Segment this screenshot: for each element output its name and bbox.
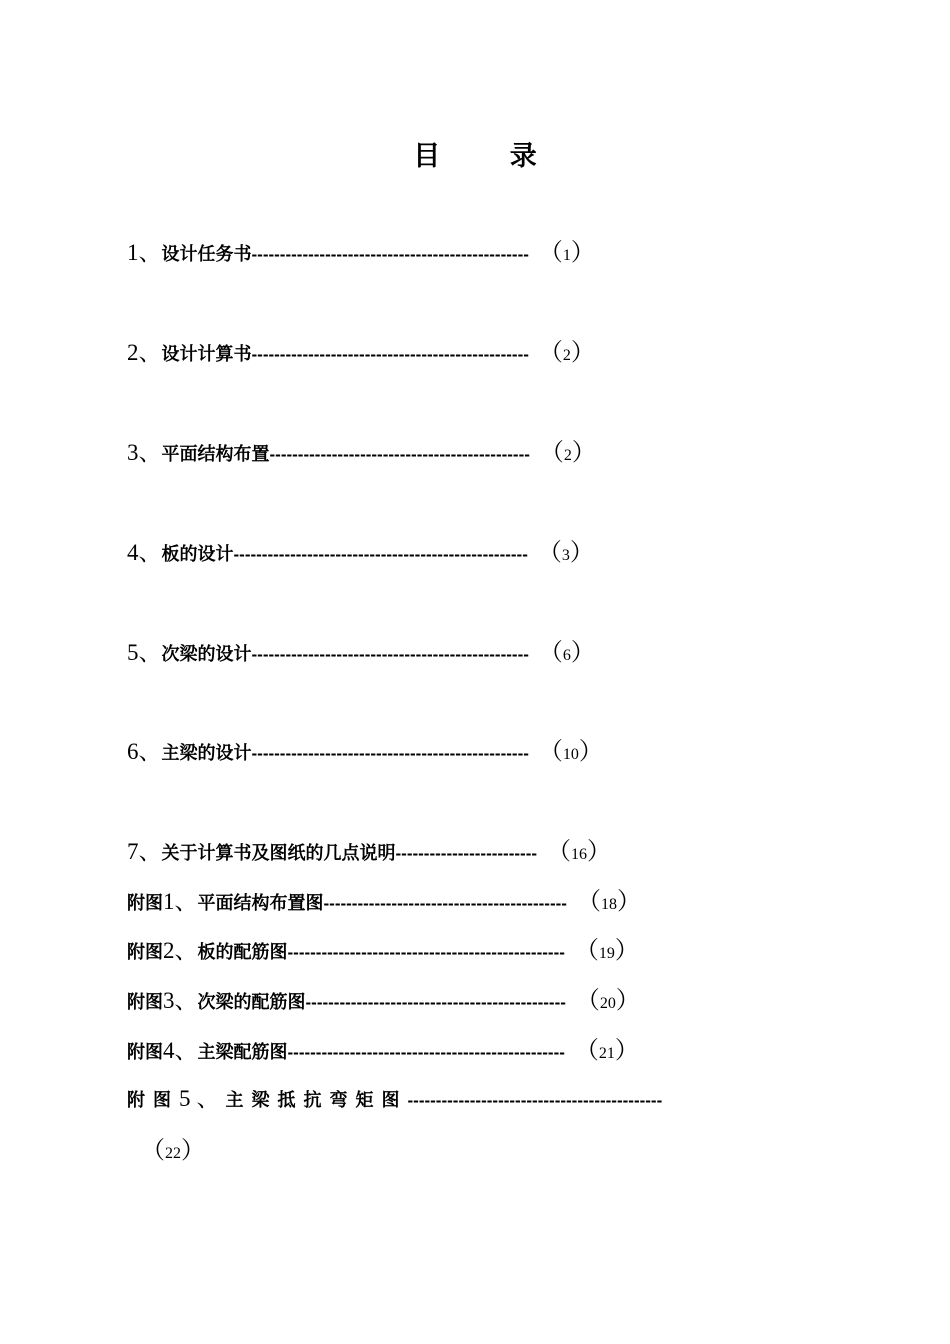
toc-entry-number: 5、: [179, 1086, 226, 1111]
toc-entry-number: 3、: [127, 440, 162, 465]
toc-entry-number: 4、: [163, 1038, 198, 1063]
toc-entry-number: 2、: [163, 938, 198, 963]
toc-entry-label: 次梁的配筋图: [197, 992, 306, 1013]
toc-appendix-prefix: 附图: [127, 893, 163, 914]
toc-entry-label: 主梁配筋图: [197, 1042, 288, 1063]
toc-appendix-prefix: 附图: [127, 1042, 163, 1063]
toc-entry-1[interactable]: [127, 232, 595, 266]
toc-entry-page: （19）: [574, 938, 639, 964]
toc-entry-leader: -------------------------------------------------: [251, 645, 529, 664]
toc-entry-label: 次梁的设计: [161, 644, 252, 665]
toc-entry-page: （22）: [141, 1138, 205, 1164]
toc-entry-2[interactable]: [127, 332, 595, 366]
toc-entry-6[interactable]: [127, 731, 603, 765]
toc-appendix-prefix: 附图: [127, 942, 163, 963]
toc-entry-label: 平面结构布置图: [197, 893, 324, 914]
toc-appendix-2[interactable]: [127, 930, 639, 964]
toc-entry-leader: ----------------------------------------------: [269, 445, 530, 464]
toc-entry-label: 设计任务书: [161, 244, 252, 265]
toc-entry-page: （21）: [574, 1038, 639, 1064]
page-title: 目 录: [413, 141, 567, 172]
toc-entry-page: （10）: [538, 739, 603, 765]
toc-entry-page: （6）: [538, 640, 595, 666]
toc-entry-label: 主梁抵抗弯矩图: [225, 1090, 408, 1111]
toc-appendix-5[interactable]: [127, 1080, 662, 1110]
toc-entry-number: 5、: [127, 640, 162, 665]
toc-entry-leader: -------------------------------------------: [323, 894, 567, 913]
toc-entry-label: 板的配筋图: [197, 942, 288, 963]
toc-entry-number: 3、: [163, 988, 198, 1013]
toc-appendix-prefix: 附图: [127, 992, 163, 1013]
toc-entry-label: 主梁的设计: [161, 743, 252, 764]
toc-entry-leader: ----------------------------------------------: [305, 993, 566, 1012]
toc-entry-page: （16）: [547, 839, 612, 865]
toc-entry-leader: ---------------------------------------------: [407, 1091, 663, 1110]
toc-entry-5[interactable]: [127, 632, 595, 666]
toc-entry-number: 6、: [127, 739, 162, 764]
toc-appendix-4[interactable]: [127, 1030, 639, 1064]
toc-entry-leader: -------------------------------------------------: [251, 744, 529, 763]
toc-entry-number: 7、: [127, 839, 162, 864]
toc-entry-leader: -------------------------------------------------: [251, 245, 529, 264]
toc-entry-number: 4、: [127, 540, 162, 565]
toc-entry-label: 板的设计: [161, 544, 234, 565]
toc-entry-leader: -------------------------------------------------: [287, 1043, 565, 1062]
toc-entry-label: 关于计算书及图纸的几点说明: [161, 843, 396, 864]
toc-entry-number: 1、: [127, 240, 162, 265]
toc-entry-leader: -------------------------: [395, 844, 538, 863]
toc-entry-page: （18）: [576, 889, 641, 915]
toc-entry-number: 1、: [163, 889, 198, 914]
toc-entry-label: 平面结构布置: [161, 444, 270, 465]
toc-entry-number: 2、: [127, 340, 162, 365]
toc-appendix-1[interactable]: [127, 881, 641, 915]
toc-entry-page: （2）: [538, 340, 595, 366]
toc-entry-leader: -------------------------------------------------: [287, 943, 565, 962]
toc-entry-page: （3）: [537, 540, 594, 566]
toc-appendix-prefix: 附图: [127, 1090, 179, 1111]
toc-entry-7[interactable]: [127, 831, 612, 865]
toc-entry-3[interactable]: [127, 432, 596, 466]
toc-appendix-3[interactable]: [127, 980, 640, 1014]
toc-entry-leader: ----------------------------------------------------: [233, 545, 528, 564]
toc-entry-leader: -------------------------------------------------: [251, 345, 529, 364]
toc-entry-page: （2）: [539, 440, 596, 466]
toc-entry-page: （1）: [538, 240, 595, 266]
toc-entry-label: 设计计算书: [161, 344, 252, 365]
toc-entry-4[interactable]: [127, 532, 594, 566]
toc-entry-page: （20）: [575, 988, 640, 1014]
